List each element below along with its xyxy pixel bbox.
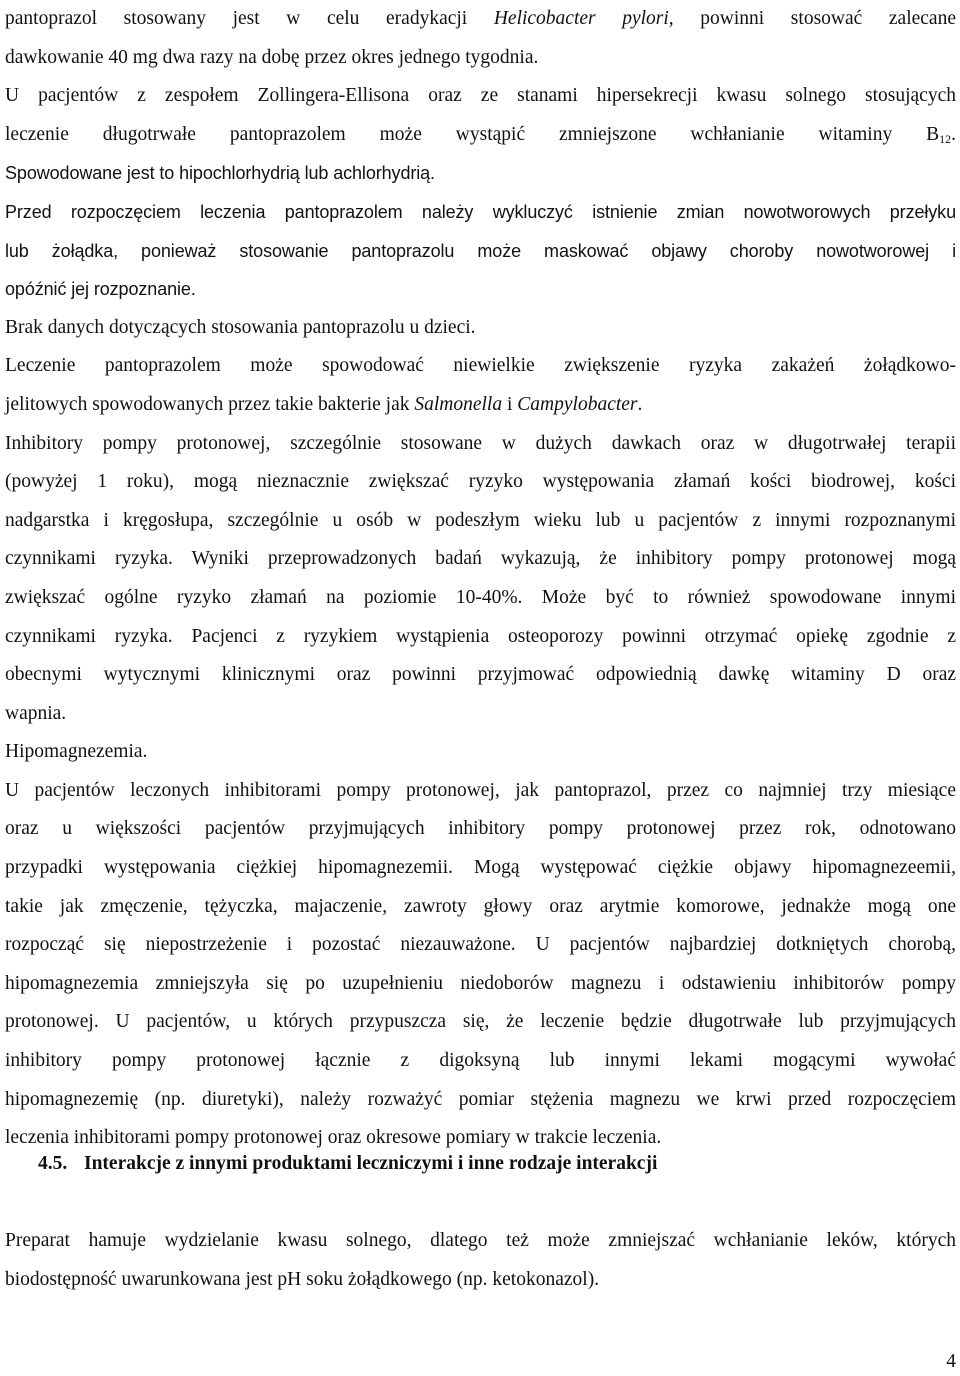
text-line: takie jak zmęczenie, tężyczka, majaczenie, zawroty głowy oraz arytmie komorowe, jednakże mogą one <box>5 895 956 917</box>
text-line: lub żołądka, ponieważ stosowanie pantoprazolu może maskować objawy choroby nowotworowej i <box>5 240 956 261</box>
text-line: nadgarstka i kręgosłupa, szczególnie u osób w podeszłym wieku lub u pacjentów z innymi rozpoznanymi <box>5 509 956 531</box>
text-line: hipomagnezemia zmniejszyła się po uzupełnieniu niedoborów magnezu i odstawieniu inhibitorów pompy <box>5 972 956 994</box>
paragraph-children <box>5 309 956 348</box>
text-line: pantoprazol stosowany jest w celu eradykacji Helicobacter pylori, powinni stosować zalecane <box>5 8 956 29</box>
text-line: wapnia. <box>5 702 67 724</box>
text-line: hipomagnezemię (np. diuretyki), należy rozważyć pomiar stężenia magnezu we krwi przed rozpoczęciem <box>5 1088 956 1110</box>
text-line: biodostępność uwarunkowana jest pH soku żołądkowego (np. ketokonazol). <box>5 1268 600 1290</box>
text-line: dawkowanie 40 mg dwa razy na dobę przez okres jednego tygodnia. <box>5 46 539 68</box>
paragraph-hypomagnesemia-title <box>5 733 956 772</box>
text-line: zwiększać ogólne ryzyko złamań na poziomie 10-40%. Może być to również spowodowane innymi <box>5 586 956 608</box>
text-line: (powyżej 1 roku), mogą nieznacznie zwiększać ryzyko występowania złamań kości biodrowej, kości <box>5 471 956 493</box>
text-line: obecnymi wytycznymi klinicznymi oraz powinni przyjmować odpowiednią dawkę witaminy D oraz <box>5 664 956 686</box>
paragraph-hypomagnesemia <box>5 772 956 1158</box>
section-number: 4.5. <box>38 1153 68 1174</box>
document-body <box>5 0 956 1158</box>
paragraph-eradication <box>5 0 956 77</box>
text-line: Spowodowane jest to hipochlorhydrią lub achlorhydrią. <box>5 163 435 184</box>
text-line: Przed rozpoczęciem leczenia pantoprazolem należy wykluczyć istnienie zmian nowotworowych przełyku <box>5 201 956 222</box>
paragraph-zollinger-ellison <box>5 77 956 193</box>
text-line: przypadki występowania ciężkiej hipomagnezemii. Mogą występować ciężkie objawy hipomagnezeemii, <box>5 857 956 879</box>
text-line: czynnikami ryzyka. Wyniki przeprowadzonych badań wykazują, że inhibitory pompy protonowej mogą <box>5 548 956 570</box>
text-line: rozpocząć się niepostrzeżenie i pozostać niezauważone. U pacjentów najbardziej dotkniętych chorobą, <box>5 934 956 956</box>
section-heading <box>38 1145 657 1183</box>
text-line: protonowej. U pacjentów, u których przypuszcza się, że leczenie będzie długotrwałe lub przyjmujących <box>5 1011 956 1033</box>
text-line: inhibitory pompy protonowej łącznie z digoksyną lub innymi lekami mogącymi wywołać <box>5 1050 956 1072</box>
text-line: czynnikami ryzyka. Pacjenci z ryzykiem wystąpienia osteoporozy powinni otrzymać opiekę zgodnie z <box>5 625 956 647</box>
text-line: Leczenie pantoprazolem może spowodować niewielkie zwiększenie ryzyka zakażeń żołądkowo- <box>5 355 956 377</box>
text-line: leczenia inhibitorami pompy protonowej oraz okresowe pomiary w trakcie leczenia. <box>5 1127 662 1149</box>
text-line: Preparat hamuje wydzielanie kwasu solnego, dlatego też może zmniejszać wchłanianie leków, których <box>5 1230 956 1251</box>
text-line: Brak danych dotyczących stosowania pantoprazolu u dzieci. <box>5 316 476 338</box>
paragraph-infections <box>5 347 956 424</box>
text-line: opóźnić jej rozpoznanie. <box>5 279 196 300</box>
paragraph-interactions <box>5 1222 956 1299</box>
text-line: oraz u większości pacjentów przyjmujących inhibitory pompy protonowej przez rok, odnotowano <box>5 818 956 840</box>
text-line: jelitowych spowodowanych przez takie bakterie jak Salmonella i Campylobacter. <box>5 393 643 415</box>
paragraph-cancer-exclusion <box>5 193 956 309</box>
text-line: U pacjentów leczonych inhibitorami pompy protonowej, jak pantoprazol, przez co najmniej trzy miesiące <box>5 779 956 801</box>
text-line: U pacjentów z zespołem Zollingera-Ellisona oraz ze stanami hipersekrecji kwasu solnego stosujących <box>5 85 956 107</box>
page-number: 4 <box>946 1351 956 1372</box>
section-title: Interakcje z innymi produktami leczniczymi i inne rodzaje interakcji <box>84 1153 658 1174</box>
subheading: Hipomagnezemia. <box>5 741 148 763</box>
text-line: leczenie długotrwałe pantoprazolem może wystąpić zmniejszone wchłanianie witaminy $B_{12}$. <box>5 123 956 146</box>
text-line: Inhibitory pompy protonowej, szczególnie stosowane w dużych dawkach oraz w długotrwałej terapii <box>5 432 956 454</box>
paragraph-fractures <box>5 425 956 734</box>
